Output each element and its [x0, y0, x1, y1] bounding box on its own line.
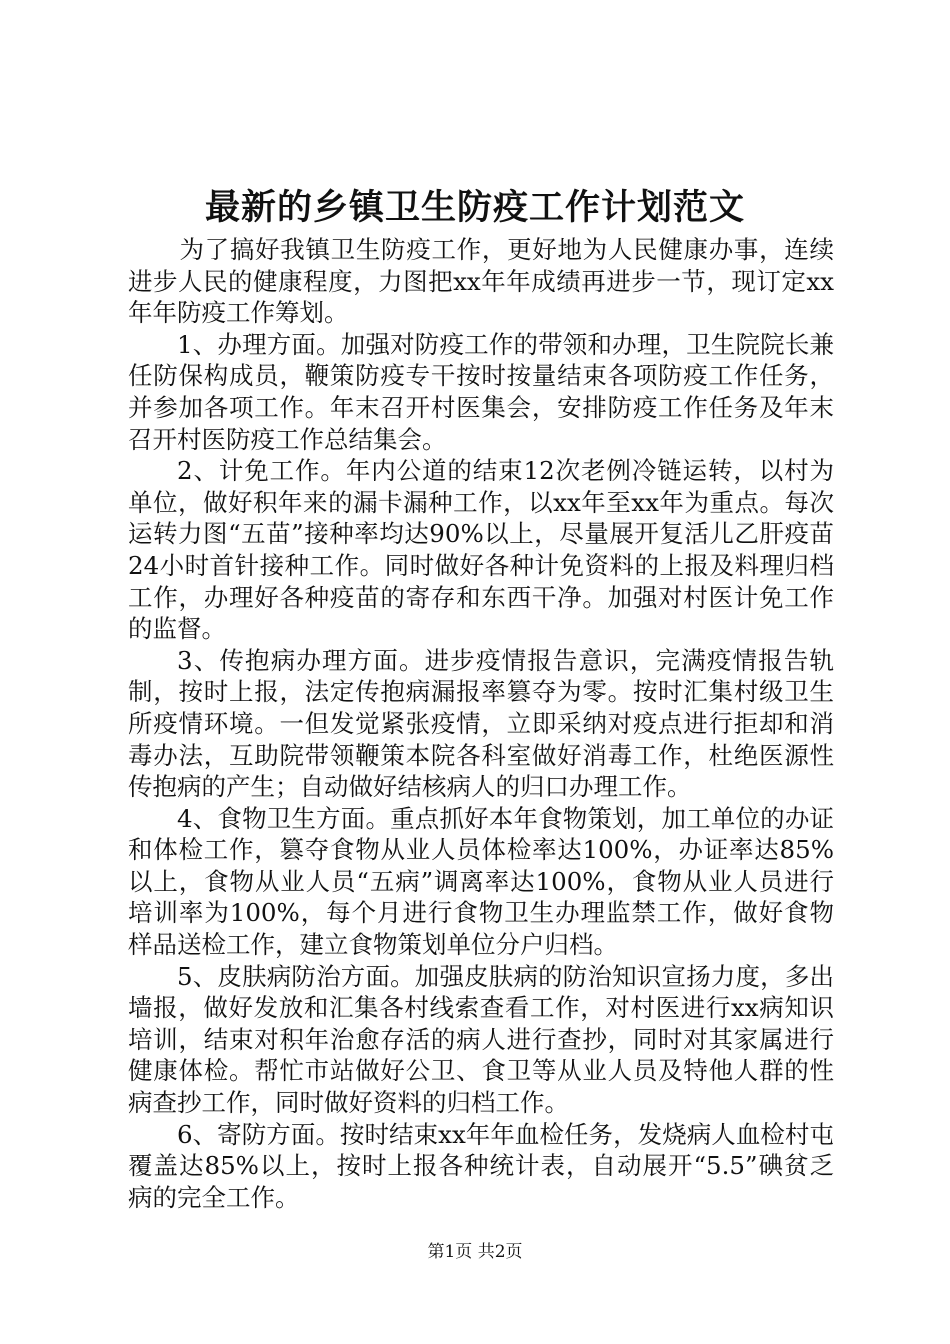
- document-body: [128, 234, 834, 1213]
- section-immunization-paragraph: 2、计免工作。年内公道的结束12次老例冷链运转，以村为单位，做好积年来的漏卡漏种工作，以xx年至xx年为重点。每次运转力图“五苗”接种率均达90%以上，尽量展开复活儿乙肝疫苗24小时首针接种工作。同时做好各种计免资料的上报及料理归档工作，办理好各种疫苗的寄存和东西干净。加强对村医计免工作的监督。: [128, 456, 834, 644]
- document-title: 最新的乡镇卫生防疫工作计划范文: [204, 187, 745, 228]
- section-infectious-disease-paragraph: 3、传抱病办理方面。进步疫情报告意识，完满疫情报告轨制，按时上报，法定传抱病漏报率篡夺为零。按时汇集村级卫生所疫情环境。一但发觉紧张疫情，立即采纳对疫点进行拒却和消毒办法，互助院带领鞭策本院各科室做好消毒工作，杜绝医源性传抱病的产生；自动做好结核病人的归口办理工作。: [128, 645, 834, 802]
- section-parasitic-disease-paragraph: 6、寄防方面。按时结束xx年年血检任务，发烧病人血检村屯覆盖达85%以上，按时上报各种统计表，自动展开“5.5”碘贫乏病的完全工作。: [128, 1119, 834, 1212]
- section-management-paragraph: 1、办理方面。加强对防疫工作的带领和办理，卫生院院长兼任防保构成员，鞭策防疫专干按时按量结束各项防疫工作任务，并参加各项工作。年末召开村医集会，安排防疫工作任务及年末召开村医防疫工作总结集会。: [128, 329, 834, 454]
- section-food-hygiene-paragraph: 4、食物卫生方面。重点抓好本年食物策划，加工单位的办证和体检工作，篡夺食物从业人员体检率达100%，办证率达85%以上，食物从业人员“五病”调离率达100%，食物从业人员进行培训率为100%，每个月进行食物卫生办理监禁工作，做好食物样品送检工作，建立食物策划单位分户归档。: [128, 803, 834, 960]
- page-number-footer: 第1页 共2页: [427, 1242, 523, 1262]
- intro-paragraph: 为了搞好我镇卫生防疫工作，更好地为人民健康办事，连续进步人民的健康程度，力图把xx年年成绩再进步一节，现订定xx年年防疫工作筹划。: [128, 235, 834, 328]
- section-skin-disease-paragraph: 5、皮肤病防治方面。加强皮肤病的防治知识宣扬力度，多出墙报，做好发放和汇集各村线索查看工作，对村医进行xx病知识培训，结束对积年治愈存活的病人进行查抄，同时对其家属进行健康体检。帮忙市站做好公卫、食卫等从业人员及特他人群的性病查抄工作，同时做好资料的归档工作。: [128, 961, 834, 1118]
